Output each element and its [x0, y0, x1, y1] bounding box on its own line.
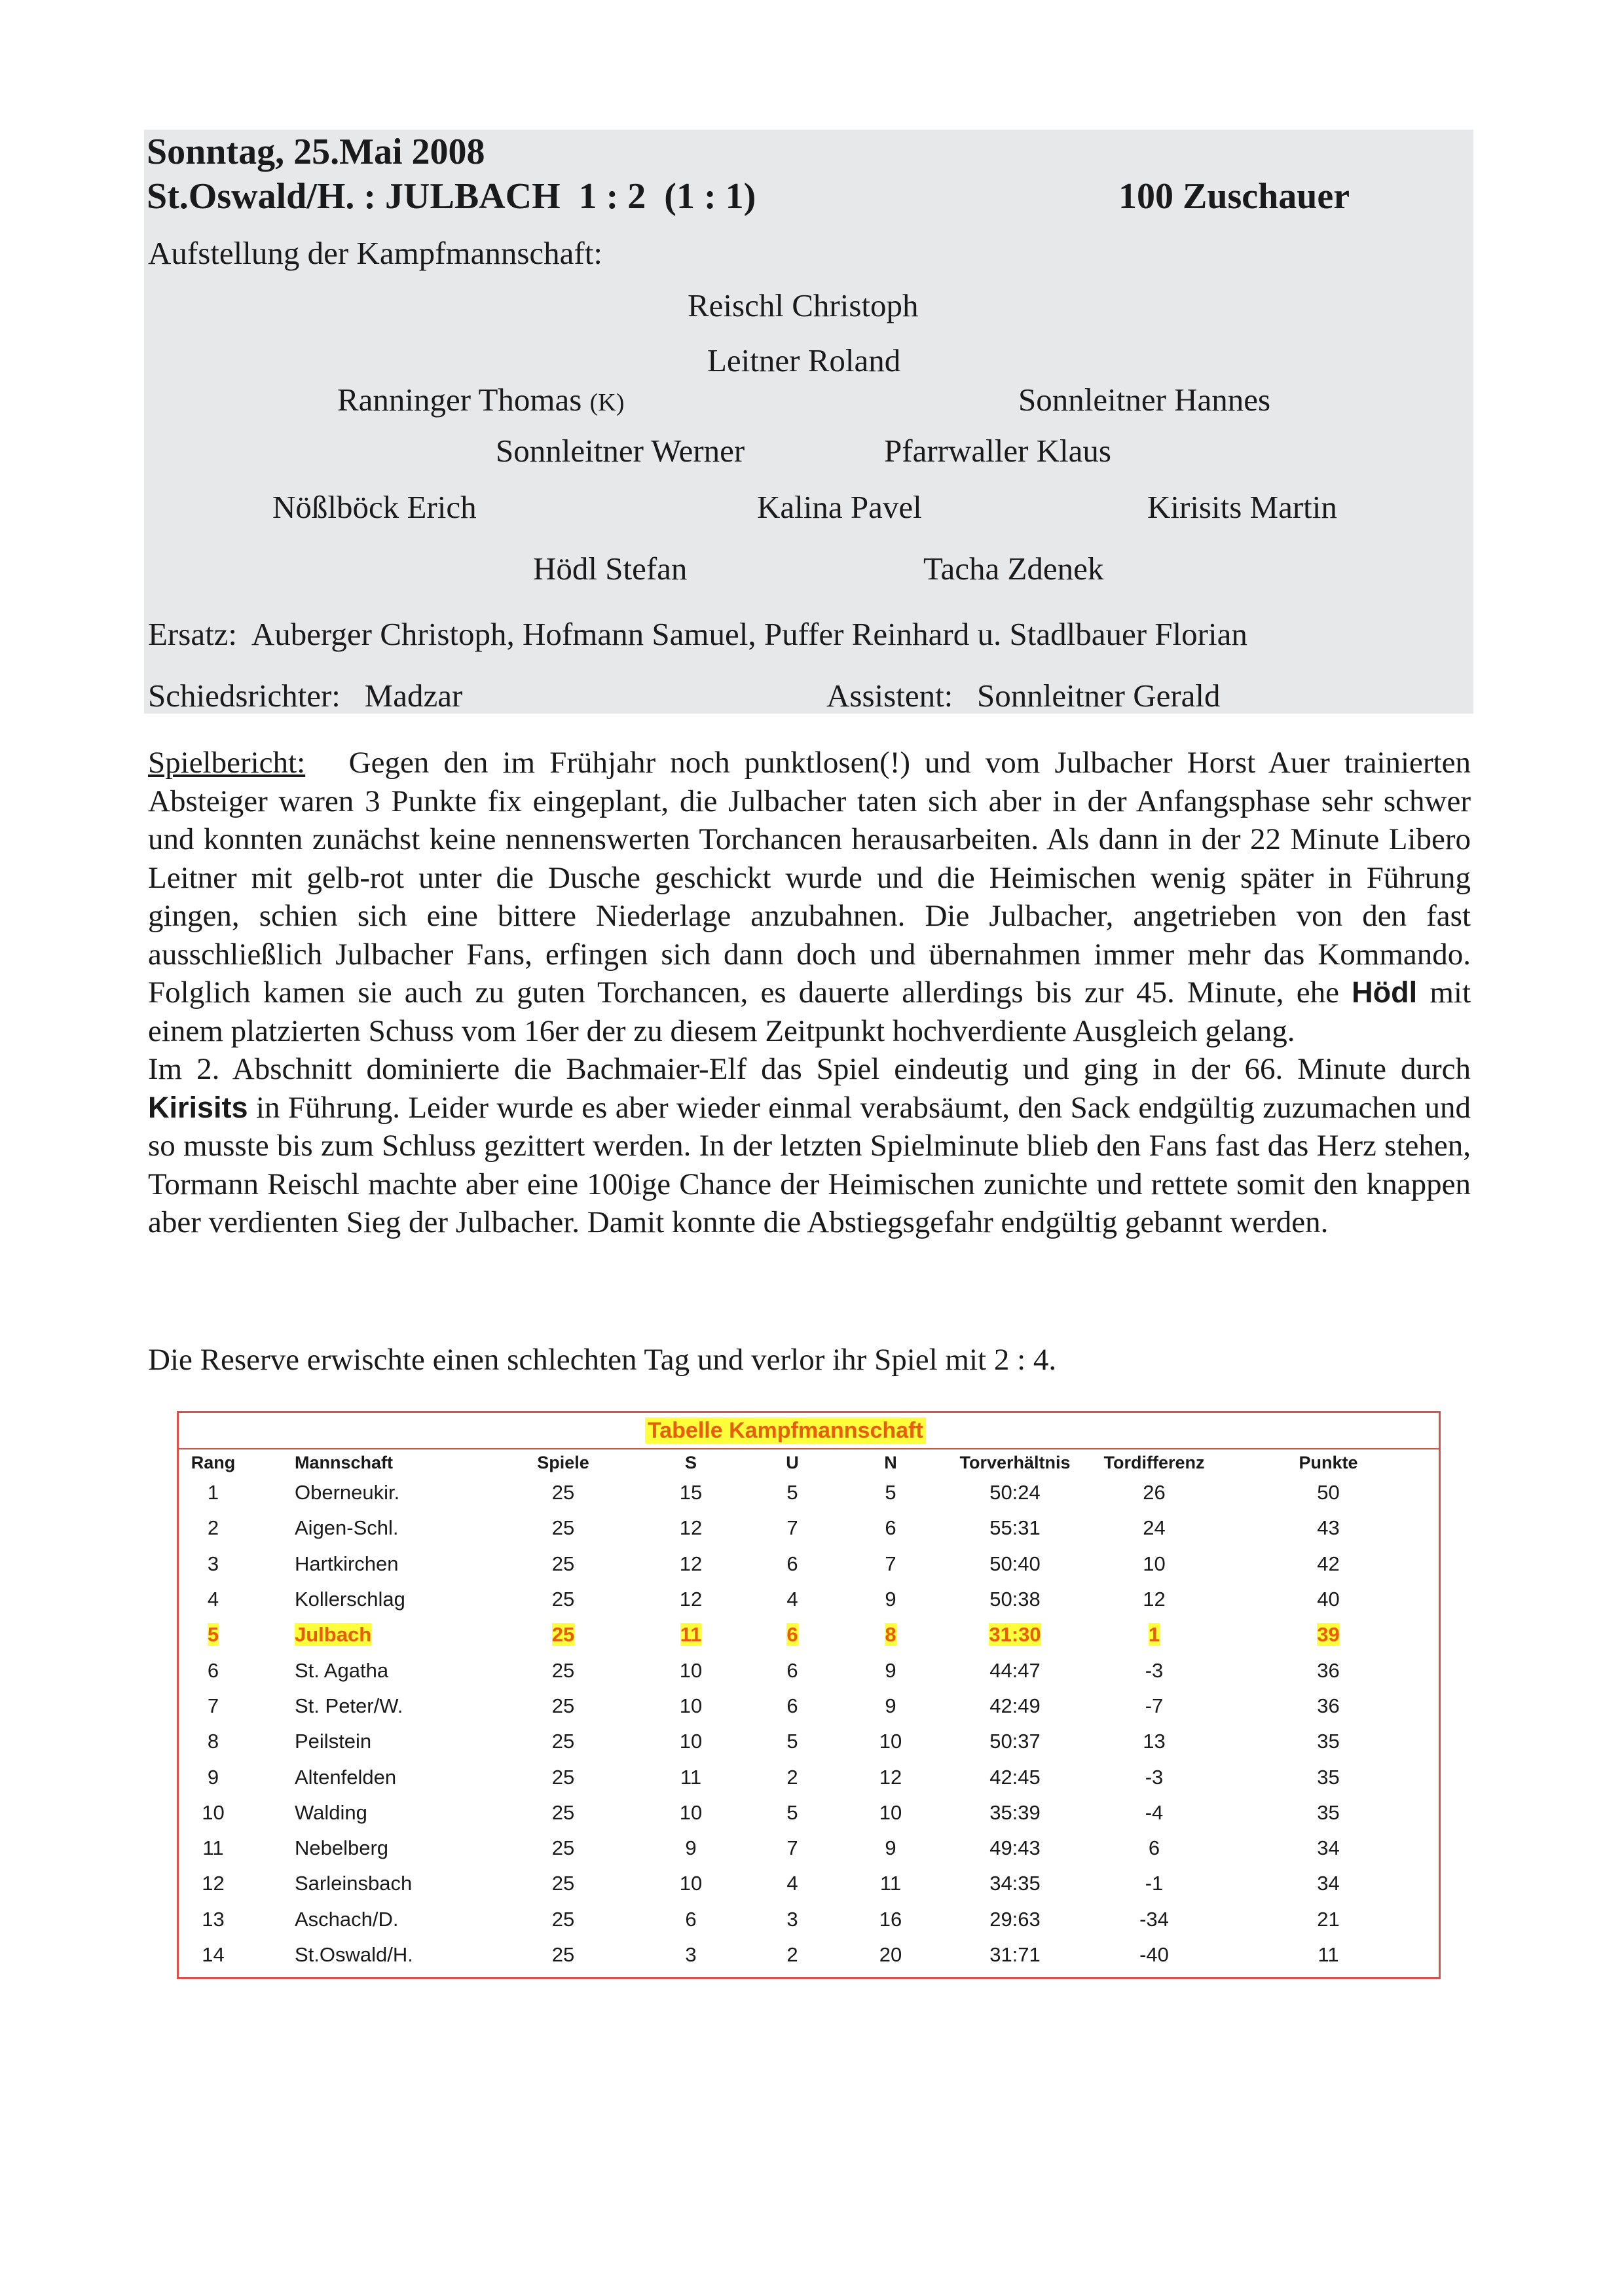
- report-label: Spielbericht:: [148, 746, 306, 780]
- cell-losses: 10: [879, 1730, 902, 1753]
- player-left-back: Ranninger Thomas (K): [337, 382, 625, 418]
- standings-title: Tabelle Kampfmannschaft: [645, 1417, 926, 1444]
- cell-goal-diff: -3: [1145, 1765, 1164, 1789]
- cell-draws: 7: [786, 1836, 798, 1860]
- cell-rank: 4: [207, 1588, 219, 1611]
- table-row: [179, 1724, 1439, 1759]
- cell-games: 25: [551, 1516, 575, 1540]
- cell-games: 25: [551, 1907, 575, 1931]
- player-wing-left: Nößlböck Erich: [272, 489, 477, 525]
- cell-games: 25: [551, 1836, 575, 1860]
- cell-losses: 5: [885, 1481, 896, 1504]
- player-keeper: Reischl Christoph: [688, 287, 919, 323]
- cell-goal-ratio: 49:43: [989, 1836, 1041, 1860]
- cell-losses: 11: [879, 1872, 902, 1895]
- cell-points: 36: [1317, 1694, 1340, 1717]
- cell-points: 34: [1317, 1872, 1340, 1895]
- cell-points: 34: [1317, 1836, 1340, 1860]
- report-paragraph-2: Im 2. Abschnitt dominierte die Bachmaier-Elf das Spiel eindeutig und ging in der 66. Minute durch Kirisits in Führung. Leider wurde es aber wieder einmal verabsäumt, den Sack endgültig zuzumachen und so musste bis zum Schluss gezittert werden. In der letzten Spielminute blieb den Fans fast das Herz stehen, Tormann Reischl machte aber eine 100ige Chance der Heimischen zunichte und rettete somit den knappen aber verdienten Sieg der Julbacher. Damit konnte die Abstiegsgefahr endgültig gebannt werden.: [148, 1052, 1471, 1239]
- col-goal-diff: Tordifferenz: [1103, 1452, 1205, 1472]
- substitutes: Ersatz: Auberger Christoph, Hofmann Samuel, Puffer Reinhard u. Stadlbauer Florian: [148, 616, 1247, 652]
- cell-losses: 16: [879, 1907, 902, 1931]
- cell-goal-ratio: 42:45: [989, 1765, 1041, 1789]
- scorer-hoedl: Hödl: [1352, 975, 1418, 1009]
- cell-goal-diff: -40: [1139, 1943, 1169, 1966]
- cell-rank: 12: [202, 1872, 225, 1895]
- cell-wins: 3: [685, 1943, 697, 1966]
- match-date: Sonntag, 25.Mai 2008: [147, 132, 485, 172]
- cell-goal-diff: 24: [1143, 1516, 1166, 1540]
- cell-goal-diff: -34: [1139, 1907, 1169, 1931]
- cell-draws: 5: [786, 1800, 798, 1824]
- cell-wins: 10: [679, 1872, 703, 1895]
- cell-games: 25: [551, 1694, 575, 1717]
- cell-wins: 9: [685, 1836, 697, 1860]
- cell-wins: 12: [679, 1552, 703, 1575]
- cell-wins: 12: [679, 1516, 703, 1540]
- cell-team: Aschach/D.: [295, 1907, 399, 1931]
- cell-draws: 5: [786, 1730, 798, 1753]
- cell-rank: 9: [207, 1765, 219, 1789]
- cell-games: 25: [551, 1943, 575, 1966]
- table-row: [179, 1652, 1439, 1688]
- cell-rank: 13: [202, 1907, 225, 1931]
- cell-points: 21: [1317, 1907, 1340, 1931]
- player-mid-left: Sonnleitner Werner: [496, 433, 745, 469]
- col-draws: U: [786, 1452, 799, 1472]
- cell-draws: 3: [786, 1907, 798, 1931]
- table-row: [179, 1475, 1439, 1510]
- cell-team: Sarleinsbach: [295, 1872, 413, 1895]
- cell-losses: 9: [885, 1836, 896, 1860]
- cell-goal-ratio: 50:40: [989, 1552, 1041, 1575]
- cell-wins: 10: [679, 1730, 703, 1753]
- cell-wins: 10: [679, 1658, 703, 1682]
- captain-mark: (K): [589, 389, 625, 416]
- cell-wins: 10: [679, 1694, 703, 1717]
- cell-games: 25: [551, 1658, 575, 1682]
- cell-losses: 9: [885, 1694, 896, 1717]
- cell-games: 25: [551, 1481, 575, 1504]
- col-team: Mannschaft: [295, 1452, 394, 1472]
- cell-draws: 6: [786, 1694, 798, 1717]
- cell-goal-diff: -7: [1145, 1694, 1164, 1717]
- report-paragraph-1: Spielbericht: Gegen den im Frühjahr noch punktlosen(!) und vom Julbacher Horst Auer trainierten Absteiger waren 3 Punkte fix eingeplant, die Julbacher taten sich aber in der Anfangsphase sehr schwer und konnten zunächst keine nennenswerten Torchancen herausarbeiten. Als dann in der 22 Minute Libero Leitner mit gelb-rot unter die Dusche geschickt wurde und die Heimischen wenig später in Führung gingen, schien sich eine bittere Niederlage anzubahnen. Die Julbacher, angetrieben von den fast ausschließlich Julbacher Fans, erfingen sich dann doch und übernahmen immer mehr das Kommando. Folglich kamen sie auch zu guten Torchancen, es dauerte allerdings bis zur 45. Minute, ehe Hödl mit einem platzierten Schuss vom 16er der zu diesem Zeitpunkt hochverdiente Ausgleich gelang.: [148, 746, 1471, 1048]
- cell-rank: 1: [207, 1481, 219, 1504]
- cell-team: St. Agatha: [295, 1658, 389, 1682]
- table-row: [179, 1866, 1439, 1901]
- cell-draws: 6: [786, 1623, 798, 1647]
- player-wing-right: Kirisits Martin: [1147, 489, 1337, 525]
- table-row: [179, 1902, 1439, 1937]
- cell-team: Julbach: [295, 1623, 372, 1647]
- cell-goal-ratio: 55:31: [989, 1516, 1041, 1540]
- cell-goal-ratio: 31:30: [989, 1623, 1041, 1647]
- cell-points: 36: [1317, 1658, 1340, 1682]
- cell-team: Aigen-Schl.: [295, 1516, 399, 1540]
- cell-goal-ratio: 31:71: [989, 1943, 1041, 1966]
- cell-losses: 8: [885, 1623, 896, 1647]
- cell-rank: 5: [207, 1623, 219, 1647]
- standings-table: [177, 1411, 1441, 1979]
- cell-draws: 2: [786, 1943, 798, 1966]
- cell-draws: 6: [786, 1552, 798, 1575]
- cell-games: 25: [551, 1730, 575, 1753]
- cell-team: Peilstein: [295, 1730, 372, 1753]
- cell-losses: 10: [879, 1800, 902, 1824]
- cell-losses: 20: [879, 1943, 902, 1966]
- col-losses: N: [884, 1452, 897, 1472]
- cell-goal-diff: -1: [1145, 1872, 1164, 1895]
- cell-draws: 5: [786, 1481, 798, 1504]
- cell-points: 42: [1317, 1552, 1340, 1575]
- cell-games: 25: [551, 1588, 575, 1611]
- cell-rank: 7: [207, 1694, 219, 1717]
- scorer-kirisits: Kirisits: [148, 1090, 248, 1124]
- cell-draws: 2: [786, 1765, 798, 1789]
- cell-wins: 12: [679, 1588, 703, 1611]
- cell-draws: 4: [786, 1872, 798, 1895]
- cell-goal-ratio: 44:47: [989, 1658, 1041, 1682]
- cell-draws: 4: [786, 1588, 798, 1611]
- col-rank: Rang: [191, 1452, 236, 1472]
- cell-team: St.Oswald/H.: [295, 1943, 413, 1966]
- player-right-back: Sonnleitner Hannes: [1018, 382, 1271, 418]
- cell-losses: 9: [885, 1588, 896, 1611]
- cell-goal-diff: 26: [1143, 1481, 1166, 1504]
- player-mid-right: Pfarrwaller Klaus: [884, 433, 1111, 469]
- cell-team: St. Peter/W.: [295, 1694, 403, 1717]
- match-report: [148, 744, 1471, 1242]
- cell-wins: 6: [685, 1907, 697, 1931]
- cell-team: Kollerschlag: [295, 1588, 405, 1611]
- cell-wins: 11: [680, 1623, 702, 1647]
- cell-games: 25: [551, 1552, 575, 1575]
- referee: Schiedsrichter: Madzar: [148, 678, 463, 714]
- cell-points: 11: [1318, 1943, 1339, 1966]
- cell-goal-ratio: 34:35: [989, 1872, 1041, 1895]
- player-forward-left: Hödl Stefan: [533, 551, 688, 587]
- cell-points: 40: [1317, 1588, 1340, 1611]
- cell-points: 35: [1317, 1765, 1340, 1789]
- table-row: [179, 1759, 1439, 1795]
- col-goal-ratio: Torverhältnis: [959, 1452, 1071, 1472]
- cell-rank: 6: [207, 1658, 219, 1682]
- cell-rank: 10: [202, 1800, 225, 1824]
- cell-losses: 6: [885, 1516, 896, 1540]
- cell-goal-diff: 1: [1148, 1623, 1160, 1647]
- cell-goal-ratio: 50:38: [989, 1588, 1041, 1611]
- cell-team: Walding: [295, 1800, 367, 1824]
- cell-games: 25: [551, 1872, 575, 1895]
- cell-draws: 7: [786, 1516, 798, 1540]
- cell-team: Hartkirchen: [295, 1552, 399, 1575]
- cell-rank: 3: [207, 1552, 219, 1575]
- cell-goal-diff: 6: [1148, 1836, 1160, 1860]
- lineup-label: Aufstellung der Kampfmannschaft:: [148, 235, 602, 271]
- cell-goal-diff: -4: [1145, 1800, 1164, 1824]
- col-games: Spiele: [537, 1452, 589, 1472]
- col-points: Punkte: [1299, 1452, 1358, 1472]
- cell-team: Altenfelden: [295, 1765, 397, 1789]
- table-row: [179, 1937, 1439, 1973]
- player-center: Kalina Pavel: [757, 489, 922, 525]
- match-result: St.Oswald/H. : JULBACH 1 : 2 (1 : 1): [147, 176, 756, 217]
- cell-losses: 7: [885, 1552, 896, 1575]
- cell-rank: 2: [207, 1516, 219, 1540]
- cell-points: 39: [1317, 1623, 1340, 1647]
- cell-points: 43: [1317, 1516, 1340, 1540]
- cell-wins: 11: [680, 1765, 702, 1789]
- table-row: [179, 1510, 1439, 1546]
- cell-goal-ratio: 50:24: [989, 1481, 1041, 1504]
- cell-losses: 12: [879, 1765, 902, 1789]
- standings-header-row: [179, 1450, 1439, 1475]
- player-forward-right: Tacha Zdenek: [923, 551, 1104, 587]
- cell-points: 35: [1317, 1800, 1340, 1824]
- cell-games: 25: [551, 1765, 575, 1789]
- cell-goal-ratio: 35:39: [989, 1800, 1041, 1824]
- cell-rank: 8: [207, 1730, 219, 1753]
- col-wins: S: [684, 1452, 697, 1472]
- cell-team: Nebelberg: [295, 1836, 389, 1860]
- cell-goal-diff: 13: [1143, 1730, 1166, 1753]
- cell-team: Oberneukir.: [295, 1481, 400, 1504]
- table-row: [179, 1831, 1439, 1866]
- spectator-count: 100 Zuschauer: [1118, 176, 1350, 217]
- cell-rank: 11: [202, 1836, 224, 1860]
- table-row: [179, 1617, 1439, 1652]
- table-row: [179, 1546, 1439, 1582]
- table-row: [179, 1795, 1439, 1831]
- cell-draws: 6: [786, 1658, 798, 1682]
- table-row: [179, 1688, 1439, 1724]
- cell-wins: 15: [679, 1481, 703, 1504]
- reserve-result: Die Reserve erwischte einen schlechten Tag und verlor ihr Spiel mit 2 : 4.: [148, 1343, 1057, 1377]
- cell-goal-diff: 12: [1143, 1588, 1166, 1611]
- cell-goal-diff: 10: [1143, 1552, 1166, 1575]
- cell-points: 50: [1317, 1481, 1340, 1504]
- table-row: [179, 1582, 1439, 1617]
- player-libero: Leitner Roland: [707, 342, 901, 378]
- cell-goal-ratio: 42:49: [989, 1694, 1041, 1717]
- cell-points: 35: [1317, 1730, 1340, 1753]
- cell-wins: 10: [679, 1800, 703, 1824]
- cell-rank: 14: [202, 1943, 225, 1966]
- assistant-referee: Assistent: Sonnleitner Gerald: [826, 678, 1221, 714]
- cell-goal-ratio: 50:37: [989, 1730, 1041, 1753]
- cell-goal-diff: -3: [1145, 1658, 1164, 1682]
- cell-losses: 9: [885, 1658, 896, 1682]
- cell-games: 25: [551, 1800, 575, 1824]
- cell-games: 25: [551, 1623, 575, 1647]
- cell-goal-ratio: 29:63: [989, 1907, 1041, 1931]
